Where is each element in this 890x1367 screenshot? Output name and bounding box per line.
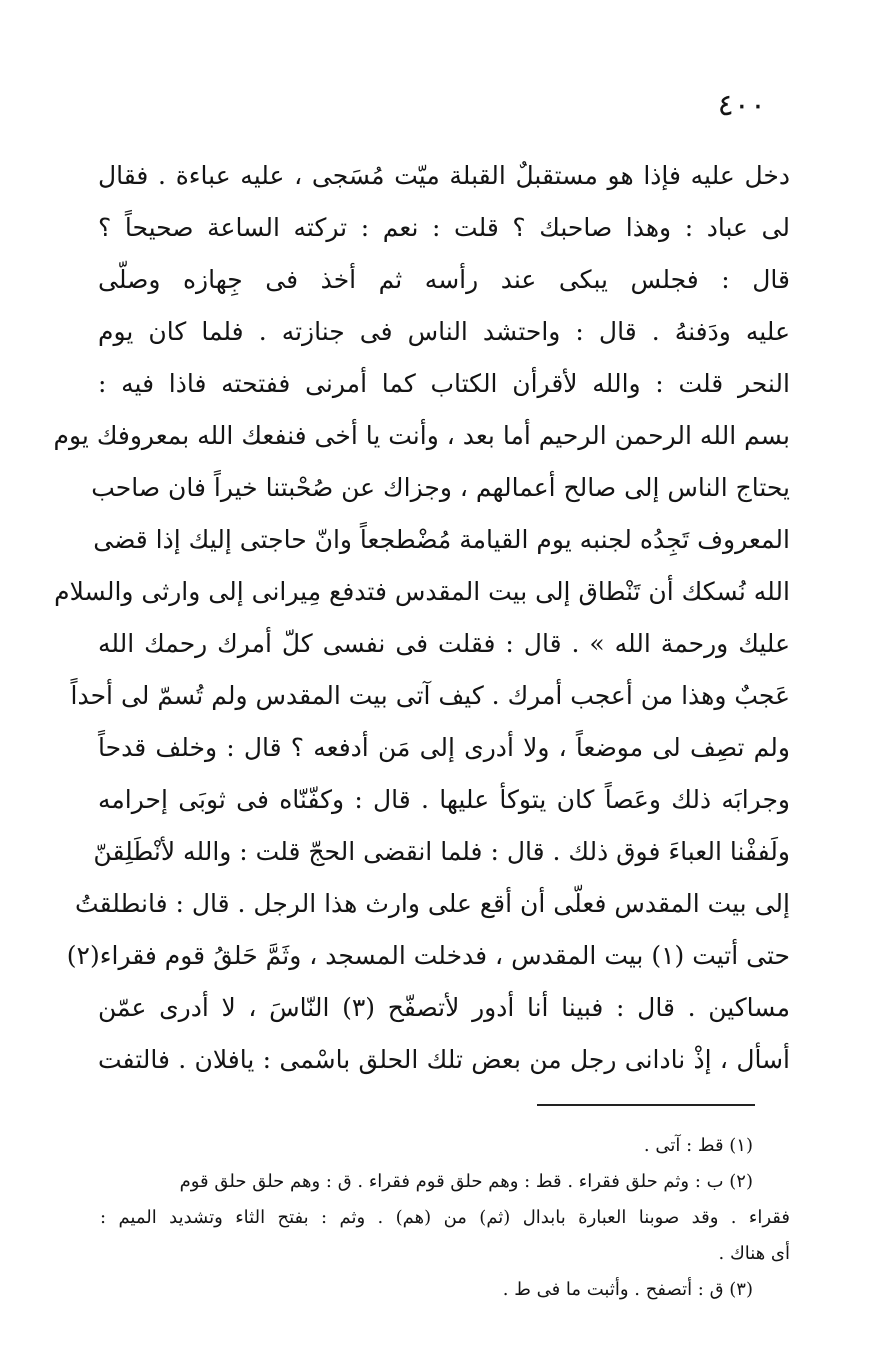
- body-line: لى عباد : وهذا صاحبك ؟ قلت : نعم : تركته الساعة صحيحاً ؟: [98, 213, 790, 242]
- body-line: مساكين . قال : فبينا أنا أدور لأتصفّح (٣) النّاسَ ، لا أدرى عمّن: [98, 993, 790, 1022]
- body-line: المعروف تَجِدُه لجنبه يوم القيامة مُضْطجعاً وانّ حاجتى إليك إذا قضى: [93, 525, 790, 554]
- body-line: النحر قلت : والله لأقرأن الكتاب كما أمرنى ففتحته فاذا فيه :: [98, 369, 790, 398]
- body-line: دخل عليه فإذا هو مستقبلٌ القبلة ميّت مُسَجى ، عليه عباءة . فقال: [98, 161, 790, 190]
- body-line: يحتاج الناس إلى صالح أعمالهم ، وجزاك عن صُحْبتنا خيراً فان صاحب: [91, 473, 790, 502]
- body-line: ولم تصِف لى موضعاً ، ولا أدرى إلى مَن أدفعه ؟ قال : وخلف قدحاً: [98, 733, 790, 762]
- footnote-1: (١) قط : آتى .: [643, 1135, 753, 1156]
- body-line: الله نُسكك أن تَنْطاق إلى بيت المقدس فتدفع مِيرانى إلى وارثى والسلام: [54, 577, 790, 606]
- body-line: إلى بيت المقدس فعلّى أن أقع على وارث هذا الرجل . قال : فانطلقتُ: [75, 889, 790, 918]
- body-line: عليه ودَفنهُ . قال : واحتشد الناس فى جنازته . فلما كان يوم: [98, 317, 790, 346]
- body-line: قال : فجلس يبكى عند رأسه ثم أخذ فى جِهازه وصلّى: [98, 265, 790, 294]
- footnote-2-continuation: أى هناك .: [718, 1243, 790, 1264]
- body-line: بسم الله الرحمن الرحيم أما بعد ، وأنت يا أخى فنفعك الله بمعروفك يوم: [53, 421, 790, 450]
- body-line: حتى أتيت (١) بيت المقدس ، فدخلت المسجد ، وثَمَّ حَلقُ قوم فقراء(٢): [66, 941, 790, 970]
- page-number: ٤٠٠: [717, 88, 766, 123]
- footnote-separator: [537, 1104, 755, 1106]
- body-line: عليك ورحمة الله » . قال : فقلت فى نفسى كلّ أمرك رحمك الله: [98, 629, 790, 658]
- footnote-2: (٢) ب : وثم حلق فقراء . قط : وهم حلق قوم فقراء . ق : وهم حلق حلق قوم: [179, 1171, 753, 1192]
- body-line: أسأل ، إذْ نادانى رجل من بعض تلك الحلق باسْمى : يافلان . فالتفت: [98, 1045, 790, 1074]
- footnote-3: (٣) ق : أتصفح . وأثبت ما فى ط .: [502, 1279, 753, 1300]
- body-line: عَجبٌ وهذا من أعجب أمرك . كيف آتى بيت المقدس ولم تُسمّ لى أحداً: [70, 681, 790, 710]
- footnotes: [100, 1128, 790, 1308]
- footnote-2-continuation: فقراء . وقد صوبنا العبارة بابدال (ثم) من (هم) . وثم : بفتح الثاء وتشديد الميم :: [100, 1207, 790, 1228]
- body-line: وجرابَه ذلك وعَصاً كان يتوكأ عليها . قال : وكفّنّاه فى ثوبَى إحرامه: [98, 785, 790, 814]
- body-line: ولَففْنا العباءَ فوق ذلك . قال : فلما انقضى الحجّ قلت : والله لأنْطَلِقنّ: [93, 837, 790, 866]
- body-text: [53, 150, 790, 1086]
